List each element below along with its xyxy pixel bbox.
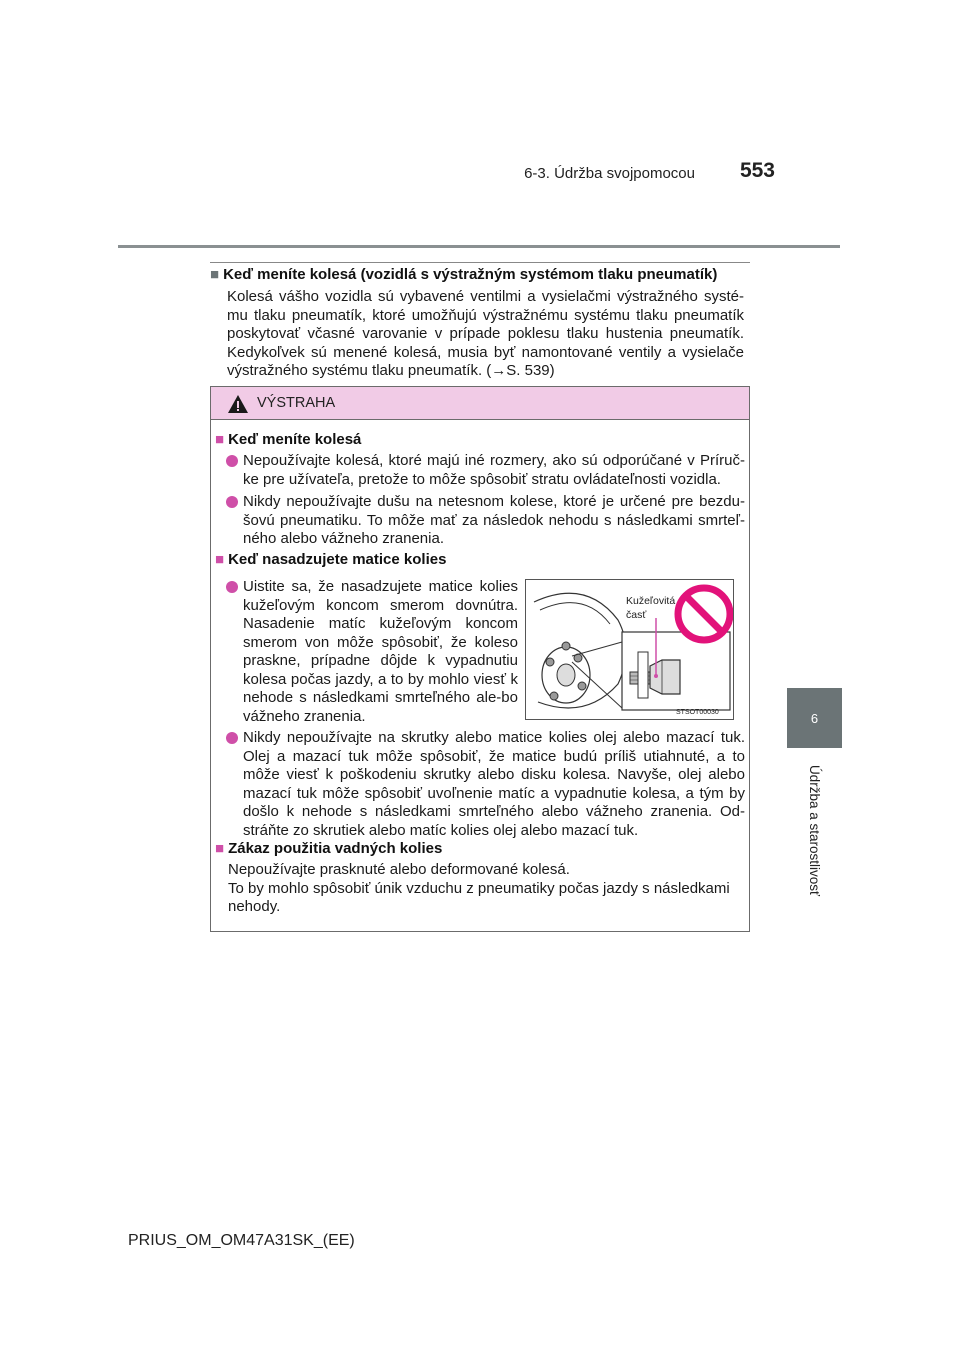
bullet-dot-icon <box>226 581 238 593</box>
warning-header <box>211 387 749 420</box>
section-heading-text: Keď meníte kolesá (vozidlá s výstražným systémom tlaku pneumatík) <box>223 266 718 283</box>
warning-subheading-text: Zákaz použitia vadných kolies <box>228 840 443 857</box>
warning-bullet-text: Nikdy nepoužívajte na skrutky alebo matice kolies olej alebo mazací tuk. Olej a mazací tuk môže spôsobiť, že matice budú príliš utiahnuté, a to môže viesť k poškodeniu skrutky alebo disku kolesa. Navyše, olej alebo mazací tuk môže spôsobiť uvoľnenie matíc a vypadnutie kolesa, a tým by došlo k nehode s následkami smrteľného alebo vážneho zranenia. Od-stráňte zo skrutiek alebo matíc kolies olej alebo mazací tuk. <box>243 729 745 839</box>
chapter-tab-number: 6 <box>787 688 842 748</box>
bullet-dot-icon <box>226 732 238 744</box>
warning-paragraph-line: Nepoužívajte prasknuté alebo deformované kolesá. <box>228 861 570 878</box>
square-bullet-icon: ■ <box>215 551 225 568</box>
square-bullet-icon: ■ <box>215 431 225 448</box>
square-bullet-icon: ■ <box>215 840 225 857</box>
running-header-section: 6-3. Údržba svojpomocou <box>524 165 695 182</box>
footer-doc-id: PRIUS_OM_OM47A31SK_(EE) <box>128 1232 355 1249</box>
warning-subheading-text: Keď meníte kolesá <box>228 431 362 448</box>
page-number: 553 <box>739 159 775 182</box>
warning-bullet-text: Nepoužívajte kolesá, ktoré majú iné rozmery, ako sú odporúčané v Príruč-ke pre užívateľa, pretože to môže spôsobiť stratu ovládateľnosti vozidla. <box>243 452 745 488</box>
section-divider <box>210 262 750 263</box>
warning-subheading <box>215 431 361 448</box>
illustration-label: Kužeľovitá <box>626 595 676 607</box>
warning-bullet-text: Nikdy nepoužívajte dušu na netesnom kolese, ktoré je určené pre bezdu-šovú pneumatiku. To môže mať za následok nehodu s následkami smrteľ-ného alebo vážneho zranenia. <box>243 493 745 547</box>
chapter-tab-label-text: Údržba a starostlivosť <box>807 764 823 896</box>
wheel-nut-illustration <box>525 579 734 720</box>
warning-subheading <box>215 840 442 857</box>
warning-subheading <box>215 551 446 568</box>
warning-paragraph <box>228 861 745 917</box>
square-bullet-icon: ■ <box>210 266 220 283</box>
wheel-nut-diagram-icon <box>526 580 733 719</box>
warning-bullet <box>226 578 518 726</box>
warning-title: VÝSTRAHA <box>257 395 336 411</box>
bullet-dot-icon <box>226 496 238 508</box>
warning-bullet <box>226 729 745 840</box>
illustration-label: časť <box>626 609 647 621</box>
warning-bullet <box>226 452 745 489</box>
warning-subheading-text: Keď nasadzujete matice kolies <box>228 551 447 568</box>
warning-triangle-icon <box>227 394 249 414</box>
warning-bullet-text: Uistite sa, že nasadzujete matice kolies kužeľovým koncom smerom dovnútra. Nasadenie matíc kužeľovým koncom smerom von môže spôsobiť, že koleso praskne, prípadne dôjde k vypadnutiu kolesa počas jazdy, a to by mohlo viesť k nehode s následkami smrteľného ale-bo vážneho zranenia. <box>243 578 518 725</box>
warning-bullet <box>226 493 745 549</box>
header-divider <box>118 245 840 248</box>
warning-paragraph-line: To by mohlo spôsobiť únik vzduchu z pneumatiky počas jazdy s následkami nehody. <box>228 879 730 915</box>
illustration-code: STSOT00030 <box>676 709 719 716</box>
warning-box <box>210 386 750 932</box>
section-body: Kolesá vášho vozidla sú vybavené ventilmi a vysielačmi výstražného systé-mu tlaku pneumatík, ktoré umožňujú výstražnému systému tlaku pneumatík poskytovať včasné varovanie v prípade poklesu tlaku hustenia pneumatík. Kedykoľvek sú menené kolesá, musia byť namontované ventily a vysielače výstražného systému tlaku pneumatík. (→S. 539) <box>227 288 744 379</box>
bullet-dot-icon <box>226 455 238 467</box>
chapter-tab-label <box>788 760 842 900</box>
section-heading <box>210 266 750 283</box>
